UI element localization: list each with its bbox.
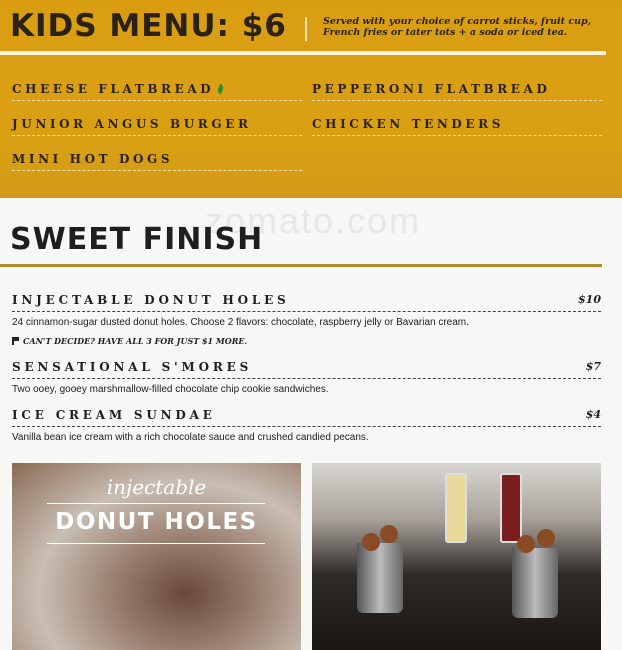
item-description: Two ooey, gooey marshmallow-filled chocolate chip cookie sandwiches.	[12, 384, 329, 395]
kids-item: JUNIOR ANGUS BURGER	[12, 114, 302, 136]
item-description: Vanilla bean ice cream with a rich chocolate sauce and crushed candied pecans.	[12, 432, 369, 443]
item-price: $4	[585, 408, 601, 421]
divider	[47, 543, 265, 544]
kids-item: PEPPERONI FLATBREAD	[312, 79, 602, 101]
photo-title: DONUT HOLES	[55, 509, 258, 535]
donut-ball	[537, 529, 555, 547]
divider	[0, 264, 602, 267]
kids-item: CHICKEN TENDERS	[312, 114, 602, 136]
item-description: 24 cinnamon-sugar dusted donut holes. Choose 2 flavors: chocolate, raspberry jelly or Bavarian cream.	[12, 317, 469, 328]
syringe-image	[445, 473, 467, 543]
sweet-finish-title: SWEET FINISH	[10, 222, 264, 257]
watermark: zomato.com	[205, 200, 422, 241]
item-name: INJECTABLE DONUT HOLES	[12, 293, 290, 307]
divider	[47, 503, 265, 504]
dessert-item	[12, 408, 601, 443]
item-note-text: CAN'T DECIDE? HAVE ALL 3 FOR JUST $1 MORE.	[23, 336, 248, 346]
photo-script-text: injectable	[106, 475, 207, 499]
leaf-icon	[216, 83, 225, 94]
dessert-item	[12, 293, 601, 346]
item-name: ICE CREAM SUNDAE	[12, 408, 216, 422]
kids-item-label: CHEESE FLATBREAD	[12, 82, 215, 96]
kids-menu-title: KIDS MENU: $6	[10, 8, 287, 44]
cup-image	[357, 543, 403, 613]
flag-icon	[12, 337, 19, 345]
dessert-item	[12, 360, 601, 395]
syringe-image	[500, 473, 522, 543]
donut-ball	[517, 535, 535, 553]
donut-holes-serving-photo	[312, 463, 601, 650]
item-price: $10	[578, 293, 601, 306]
donut-holes-photo	[12, 463, 301, 650]
item-name: SENSATIONAL S'MORES	[12, 360, 253, 374]
donut-ball	[380, 525, 398, 543]
item-price: $7	[585, 360, 601, 373]
divider	[305, 17, 307, 41]
donut-ball	[362, 533, 380, 551]
cup-image	[512, 548, 558, 618]
item-note	[12, 336, 601, 346]
divider	[0, 51, 606, 55]
kids-menu-section	[0, 0, 622, 198]
kids-menu-note: Served with your choice of carrot sticks, fruit cup, French fries or tater tots + a soda or iced tea.	[323, 16, 591, 38]
kids-item	[12, 79, 302, 101]
kids-item: MINI HOT DOGS	[12, 149, 302, 171]
